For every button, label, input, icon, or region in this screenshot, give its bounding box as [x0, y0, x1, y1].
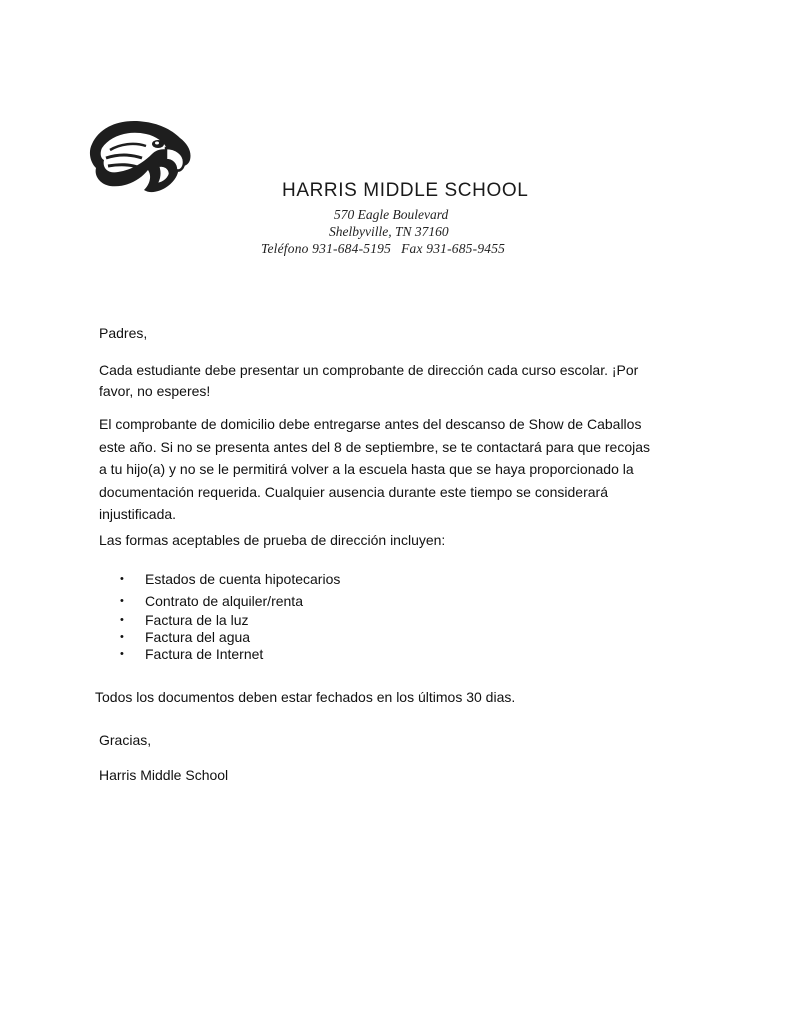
paragraph-1: [99, 360, 699, 402]
list-item: • Factura de la luz: [120, 612, 249, 628]
address-street: 570 Eagle Boulevard: [334, 207, 449, 222]
list-item-label: Estados de cuenta hipotecarios: [145, 571, 341, 587]
list-item: • Factura de Internet: [120, 646, 264, 662]
list-item-label: Contrato de alquiler/renta: [145, 593, 303, 609]
paragraph-2-line: este año. Si no se presenta antes del 8 de septiembre, se te contactará para que recojas: [99, 438, 651, 455]
paragraph-1-line: Cada estudiante debe presentar un comprobante de dirección cada curso escolar. ¡Por: [99, 362, 639, 378]
proof-list: [118, 568, 340, 663]
list-item-label: Factura de la luz: [145, 612, 249, 628]
signature: Harris Middle School: [99, 767, 229, 783]
phone-number: Teléfono 931-684-5195: [261, 241, 392, 256]
list-intro: Las formas aceptables de prueba de dirección incluyen:: [99, 532, 446, 548]
fax-number: Fax 931-685-9455: [401, 241, 506, 256]
eagle-head-icon: [88, 114, 194, 198]
paragraph-2-line: documentación requerida. Cualquier ausencia durante este tiempo se considerará: [99, 483, 608, 500]
list-item-label: Factura de Internet: [145, 646, 264, 662]
list-item-label: Factura del agua: [145, 629, 251, 645]
list-item: • Factura del agua: [120, 629, 251, 645]
paragraph-2-line: a tu hijo(a) y no se le permitirá volver a la escuela hasta que se haya proporcionado la: [99, 461, 634, 477]
closing: Gracias,: [99, 732, 152, 748]
list-item: • Contrato de alquiler/renta: [120, 593, 303, 609]
paragraph-2-line: El comprobante de domicilio debe entregarse antes del descanso de Show de Caballos: [99, 416, 642, 432]
salutation: Padres,: [99, 325, 148, 341]
dated-note: Todos los documentos deben estar fechados en los últimos 30 dias.: [95, 689, 516, 705]
paragraph-2: [99, 413, 699, 526]
school-name: HARRIS MIDDLE SCHOOL: [282, 180, 529, 201]
list-item: • Estados de cuenta hipotecarios: [120, 571, 341, 587]
address-city: Shelbyville, TN 37160: [329, 224, 449, 239]
contact-line: [261, 241, 505, 257]
paragraph-1-line: favor, no esperes!: [99, 383, 211, 399]
paragraph-2-line: injustificada.: [99, 506, 177, 522]
